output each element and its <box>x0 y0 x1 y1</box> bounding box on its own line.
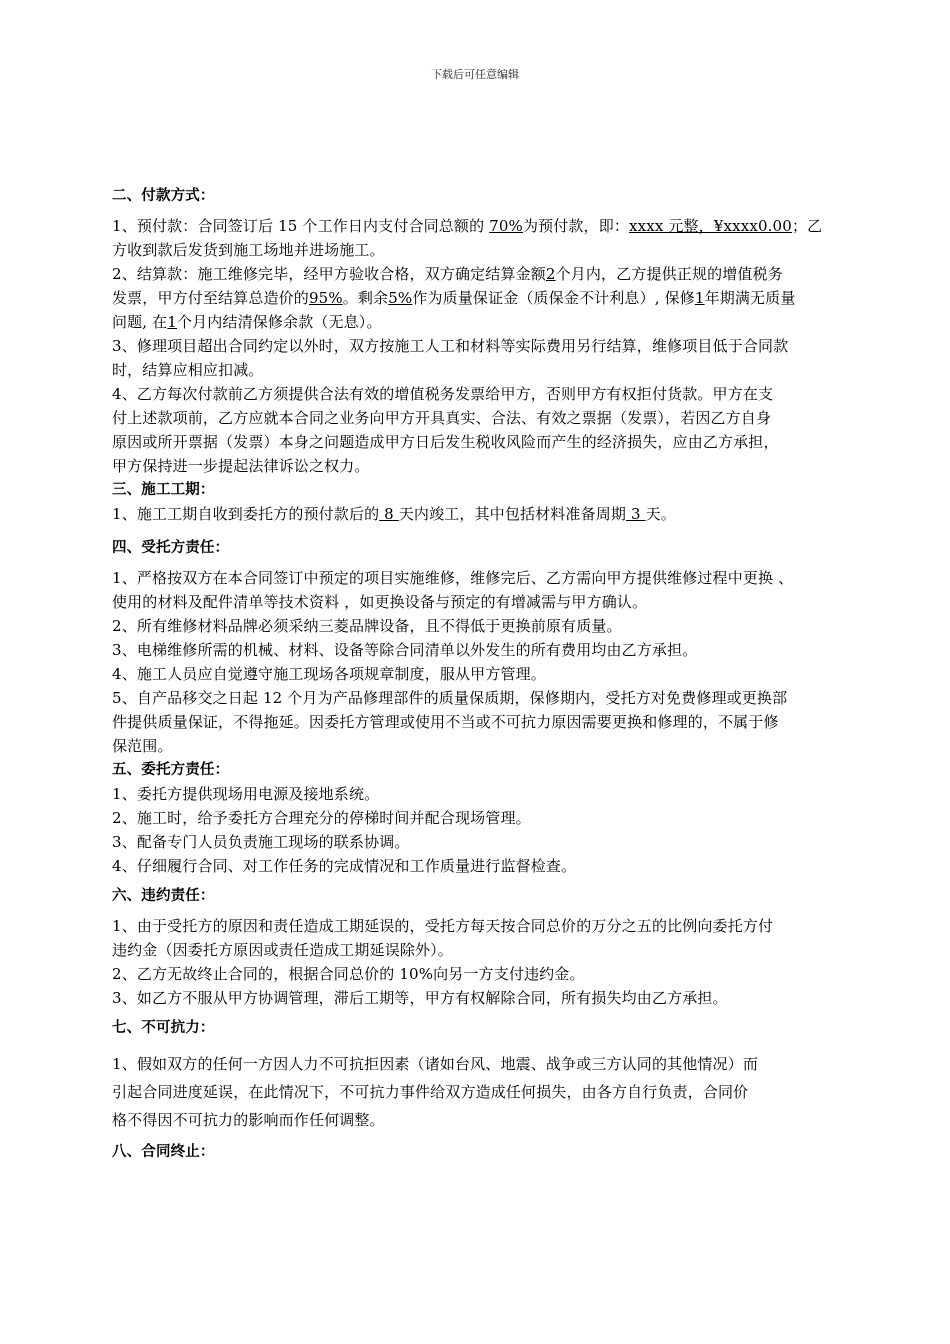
section-title-termination: 八、合同终止： <box>112 1144 215 1160</box>
payment-clause-3: 3、修理项目超出合同约定以外时，双方按施工人工和材料等实际费用另行结算，维修项目低于合同款 <box>112 337 789 355</box>
principal-clause-1: 1、委托方提供现场用电源及接地系统。 <box>112 785 380 803</box>
trustee-clause-5: 5、自产品移交之日起 12 个月为产品修理部件的质量保质期，保修期内，受托方对免费修理或更换部 <box>112 689 788 707</box>
trustee-clause-1: 1、严格按双方在本合同签订中预定的项目实施维修，维修完后、乙方需向甲方提供维修过程中更换 、 <box>112 569 794 587</box>
underlined-value: xxxx 元整，¥xxxx0.00 <box>629 217 792 235</box>
payment-clause-4-cont: 原因或所开票据（发票）本身之问题造成甲方日后发生税收风险而产生的经济损失，应由乙方承担， <box>112 433 779 451</box>
payment-clause-2-cont <box>112 286 864 310</box>
text: 2、结算款：施工维修完毕，经甲方验收合格，双方确定结算金额 <box>112 265 546 283</box>
section-title-schedule: 三、施工工期： <box>112 482 215 498</box>
text: 天。 <box>645 505 676 523</box>
section-title-liability: 六、违约责任： <box>112 888 215 904</box>
payment-clause-3-cont: 时，结算应相应扣减。 <box>112 361 264 379</box>
payment-clause-1-cont: 方收到款后发货到施工场地并进场施工。 <box>112 241 385 259</box>
section-title-principal: 五、委托方责任： <box>112 762 230 778</box>
underlined-value: 95% <box>308 289 343 307</box>
principal-clause-3: 3、配备专门人员负责施工现场的联系协调。 <box>112 833 410 851</box>
principal-clause-2: 2、施工时，给予委托方合理充分的停梯时间并配合现场管理。 <box>112 809 531 827</box>
text: 发票，甲方付至结算总造价的 <box>112 289 309 307</box>
text: 为预付款，即： <box>522 217 629 235</box>
schedule-clause-1 <box>112 502 864 526</box>
payment-clause-2-cont2 <box>112 310 864 334</box>
liability-clause-3: 3、如乙方不服从甲方协调管理，滞后工期等，甲方有权解除合同，所有损失均由乙方承担。 <box>112 989 728 1007</box>
underlined-value: 1 <box>694 289 705 307</box>
payment-clause-4: 4、乙方每次付款前乙方须提供合法有效的增值税务发票给甲方，否则甲方有权拒付货款。甲方在支 <box>112 385 774 403</box>
liability-clause-1-cont: 违约金（因委托方原因或责任造成工期延误除外）。 <box>112 941 453 959</box>
underlined-value: 8 <box>379 505 399 523</box>
text: 年期满无质量 <box>704 289 796 307</box>
text: 。剩余 <box>342 289 389 307</box>
page-header: 下载后可任意编辑 <box>431 68 519 81</box>
payment-clause-2 <box>112 262 864 286</box>
contract-body <box>112 184 864 1164</box>
force-majeure-clause-1: 1、假如双方的任何一方因人力不可抗拒因素（诸如台风、地震、战争或三方认同的其他情况）而 <box>112 1055 758 1073</box>
text: 问题, 在 <box>112 313 168 331</box>
force-majeure-clause-1-cont: 格不得因不可抗力的影响而作任何调整。 <box>112 1111 385 1129</box>
underlined-value: 5% <box>388 289 413 307</box>
trustee-clause-1-cont: 使用的材料及配件清单等技术资料 ，如更换设备与预定的有增减需与甲方确认。 <box>112 593 648 611</box>
underlined-value: 1 <box>167 313 177 331</box>
section-title-payment: 二、付款方式： <box>112 188 215 204</box>
text: 个月内，乙方提供正规的增值税务 <box>555 265 783 283</box>
payment-clause-4-cont: 甲方保持进一步提起法律诉讼之权力。 <box>112 457 370 475</box>
trustee-clause-5-cont: 保范围。 <box>112 737 173 755</box>
payment-clause-4-cont: 付上述款项前，乙方应就本合同之业务向甲方开具真实、合法、有效之票据（发票），若因乙方自身 <box>112 409 772 427</box>
underlined-value: 70% <box>489 217 523 235</box>
trustee-clause-4: 4、施工人员应自觉遵守施工现场各项规章制度，服从甲方管理。 <box>112 665 546 683</box>
liability-clause-1: 1、由于受托方的原因和责任造成工期延误的，受托方每天按合同总价的万分之五的比例向委托方付 <box>112 917 774 935</box>
text: ；乙 <box>791 217 823 235</box>
text: 个月内结清保修余款（无息）。 <box>177 313 382 331</box>
text: 1、预付款：合同签订后 15 个工作日内支付合同总额的 <box>112 217 490 235</box>
text: 天内竣工，其中包括材料准备周期 <box>398 505 627 523</box>
force-majeure-clause-1-cont: 引起合同进度延误，在此情况下，不可抗力事件给双方造成任何损失，由各方自行负责，合同价 <box>112 1083 749 1101</box>
section-title-force-majeure: 七、不可抗力： <box>112 1020 215 1036</box>
section-title-trustee: 四、受托方责任： <box>112 540 230 556</box>
trustee-clause-3: 3、电梯维修所需的机械、材料、设备等除合同清单以外发生的所有费用均由乙方承担。 <box>112 641 698 659</box>
text: 作为质量保证金（质保金不计利息）, 保修 <box>412 289 695 307</box>
trustee-clause-2: 2、所有维修材料品牌必须采纳三菱品牌设备，且不得低于更换前原有质量。 <box>112 617 622 635</box>
underlined-value: 2 <box>545 265 556 283</box>
liability-clause-2: 2、乙方无故终止合同的，根据合同总价的 10%向另一方支付违约金。 <box>112 965 585 983</box>
payment-clause-1 <box>112 214 864 238</box>
principal-clause-4: 4、仔细履行合同、对工作任务的完成情况和工作质量进行监督检查。 <box>112 857 577 875</box>
underlined-value: 3 <box>626 505 646 523</box>
text: 1、施工工期自收到委托方的预付款后的 <box>112 505 380 523</box>
trustee-clause-5-cont: 件提供质量保证，不得拖延。因委托方管理或使用不当或不可抗力原因需要更换和修理的，不属于修 <box>112 713 779 731</box>
